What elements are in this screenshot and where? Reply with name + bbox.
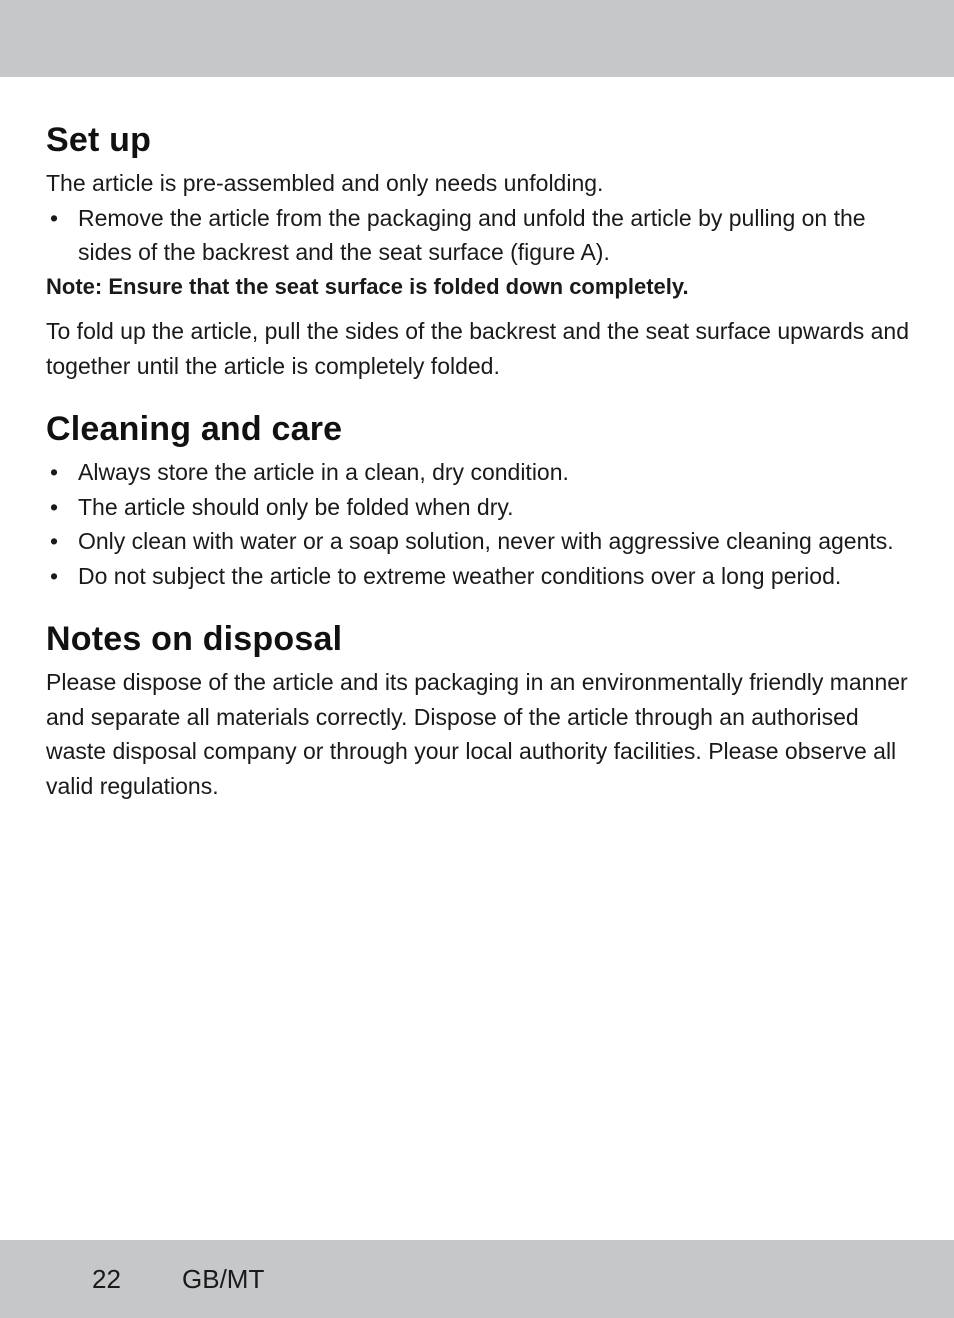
list-item bbox=[46, 524, 916, 559]
bullet-marker: • bbox=[50, 204, 59, 231]
list-item-text: Remove the article from the packaging and unfold the article by pulling on the sides of the backrest and the seat surface (figure A). bbox=[78, 204, 866, 265]
disposal-text: Please dispose of the article and its packaging in an environmentally friendly manner and separate all materials correctly. Dispose of the article through an authorised waste disposal company or through your local authority facilities. Please observe all valid regulations. bbox=[46, 669, 908, 799]
setup-note: Note: Ensure that the seat surface is folded down completely. bbox=[46, 273, 689, 299]
list-item-text: The article should only be folded when dry. bbox=[78, 493, 514, 520]
footer-band bbox=[0, 1240, 954, 1318]
cleaning-heading: Cleaning and care bbox=[46, 410, 343, 448]
list-item bbox=[46, 201, 916, 270]
list-item bbox=[46, 559, 916, 594]
list-item-text: Always store the article in a clean, dry condition. bbox=[78, 459, 569, 485]
page-content bbox=[46, 118, 916, 803]
cleaning-bullet-list bbox=[46, 455, 916, 593]
disposal-heading: Notes on disposal bbox=[46, 620, 343, 658]
setup-intro: The article is pre-assembled and only needs unfolding. bbox=[46, 170, 604, 196]
bullet-marker: • bbox=[50, 493, 59, 520]
region-code: GB/MT bbox=[182, 1264, 265, 1294]
bullet-marker: • bbox=[50, 528, 59, 554]
page-number: 22 bbox=[92, 1264, 121, 1294]
list-item-text: Do not subject the article to extreme weather conditions over a long period. bbox=[78, 562, 842, 589]
setup-bullet-list bbox=[46, 201, 916, 270]
bullet-marker: • bbox=[50, 459, 59, 485]
list-item bbox=[46, 490, 916, 525]
fold-instructions: To fold up the article, pull the sides of the backrest and the seat surface upwards and together until the article is completely folded. bbox=[46, 318, 910, 379]
list-item-text: Only clean with water or a soap solution, never with aggressive cleaning agents. bbox=[78, 528, 894, 554]
header-band bbox=[0, 0, 954, 77]
list-item bbox=[46, 455, 916, 490]
bullet-marker: • bbox=[50, 562, 59, 589]
setup-heading: Set up bbox=[46, 121, 152, 159]
